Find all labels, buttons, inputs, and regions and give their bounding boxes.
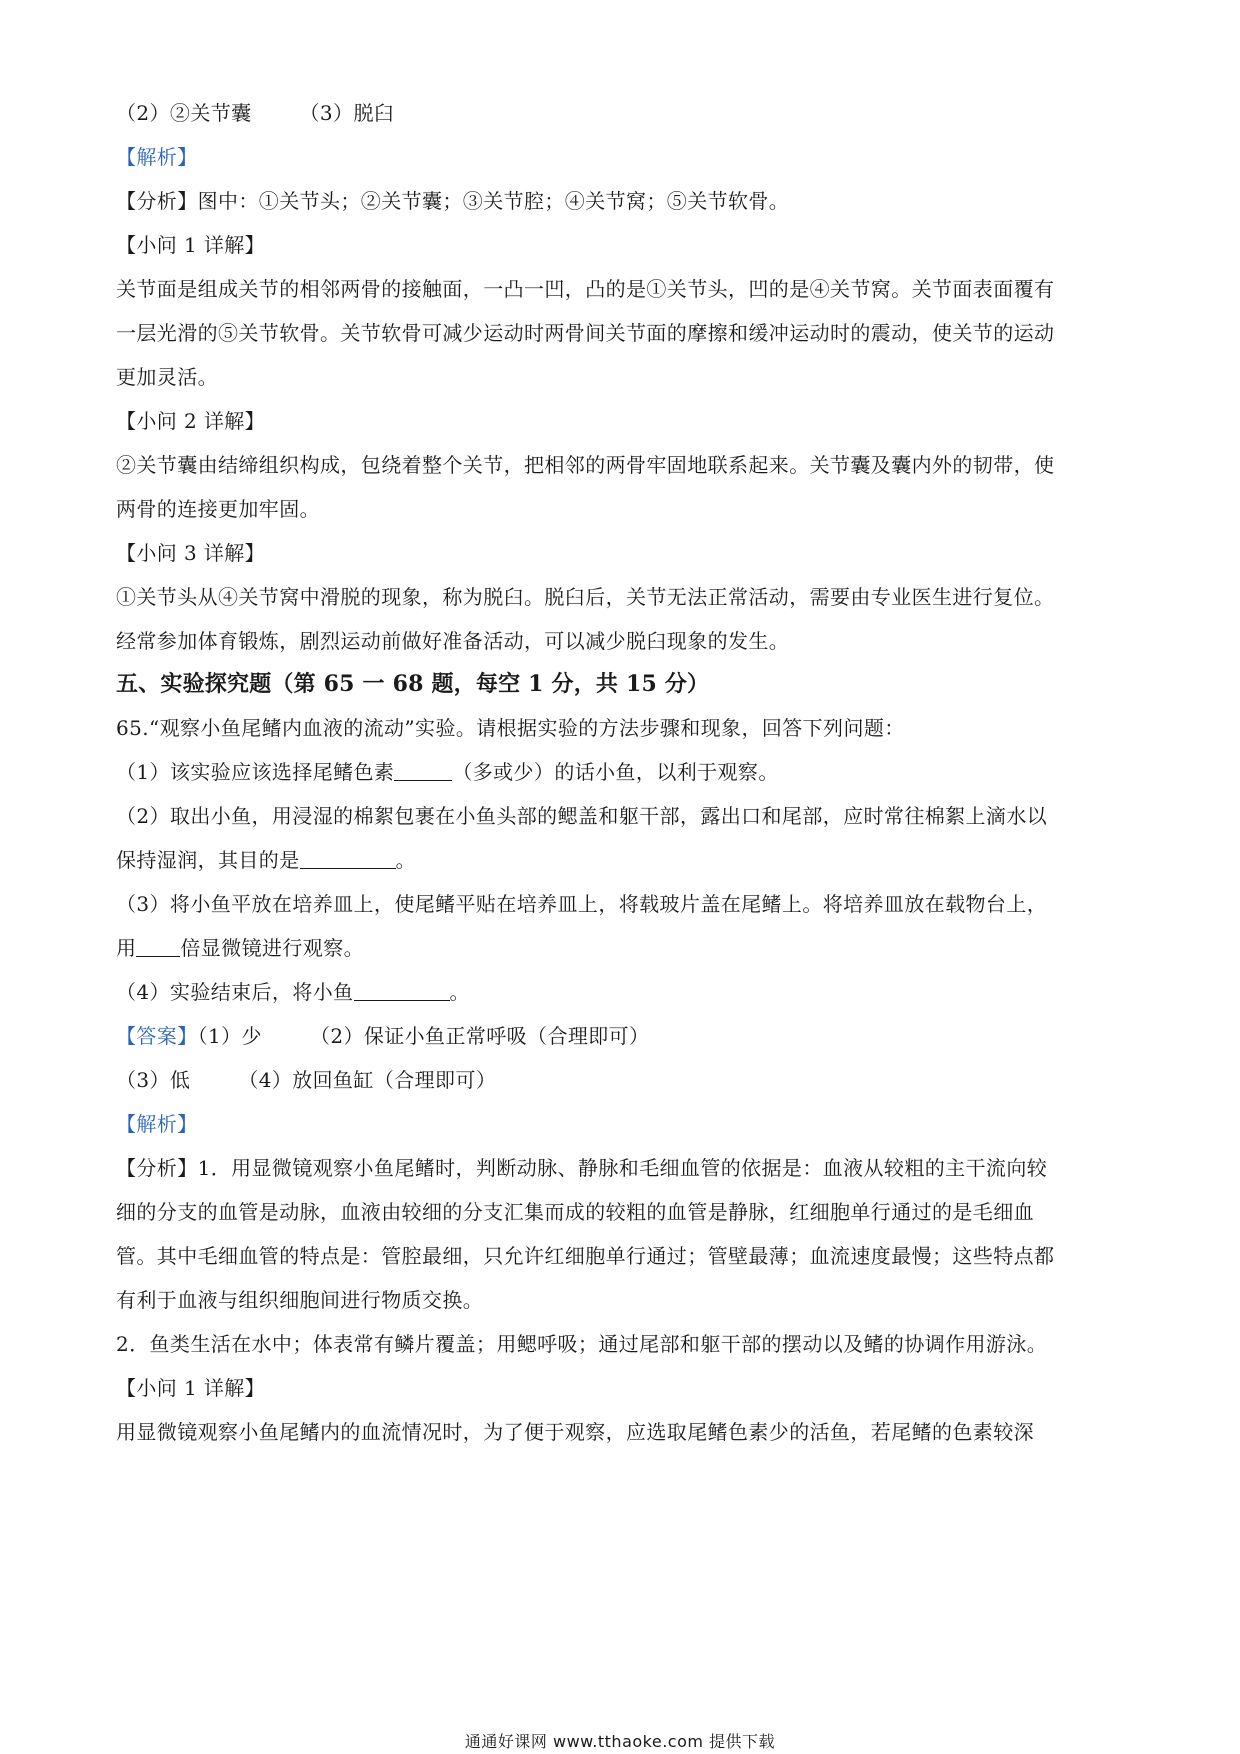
answer-blank — [136, 934, 180, 957]
paragraph-line: 细的分支的血管是动脉，血液由较细的分支汇集而成的较粗的血管是静脉，红细胞单行通过的是毛细血 — [116, 1200, 1034, 1224]
subquestion-1-title: 【小问 1 详解】 — [116, 233, 266, 257]
answer-part-1: （1）少 — [197, 1024, 262, 1048]
answer-part-2: （2）保证小鱼正常呼吸（合理即可） — [309, 1024, 650, 1048]
question-65-stem: 65.“观察小鱼尾鳍内血液的流动”实验。请根据实验的方法步骤和现象，回答下列问题： — [116, 716, 905, 740]
page-footer: 通通好课网 www.tthaoke.com 提供下载 — [464, 1732, 776, 1751]
analysis-tag: 【解析】 — [116, 1112, 198, 1136]
answer-line-3-4 — [116, 1065, 496, 1095]
answer-tag: 【答案】 — [116, 1024, 198, 1048]
answer-part-2: （2）②关节囊 — [116, 101, 252, 125]
question-text: 倍显微镜进行观察。 — [180, 936, 365, 960]
answer-part-4: （4）放回鱼缸（合理即可） — [238, 1068, 497, 1092]
analysis-tag: 【解析】 — [116, 145, 198, 169]
answer-part-3: （3）低 — [116, 1068, 191, 1092]
analysis-summary: 【分析】图中：①关节头；②关节囊；③关节腔；④关节窝；⑤关节软骨。 — [116, 189, 790, 213]
paragraph-line: 管。其中毛细血管的特点是：管腔最细，只允许红细胞单行通过；管壁最薄；血流速度最慢；这些特点都 — [116, 1244, 1055, 1268]
question-text: （1）该实验应该选择尾鳍色素 — [116, 760, 395, 784]
paragraph-line: 【分析】1．用显微镜观察小鱼尾鳍时，判断动脉、静脉和毛细血管的依据是：血液从较粗的主干流向较 — [116, 1156, 1048, 1180]
question-text: 用 — [116, 936, 137, 960]
answer-part-3: （3）脱臼 — [299, 101, 395, 125]
paragraph-line: 关节面是组成关节的相邻两骨的接触面，一凸一凹，凸的是①关节头，凹的是④关节窝。关节面表面覆有 — [116, 277, 1055, 301]
paragraph-line: 更加灵活。 — [116, 365, 218, 389]
answer-blank — [354, 978, 450, 1001]
question-text: （多或少）的话小鱼，以利于观察。 — [452, 760, 779, 784]
subquestion-2-title: 【小问 2 详解】 — [116, 409, 266, 433]
paragraph-line: ②关节囊由结缔组织构成，包绕着整个关节，把相邻的两骨牢固地联系起来。关节囊及囊内外的韧带，使 — [116, 453, 1055, 477]
paragraph-line: 用显微镜观察小鱼尾鳍内的血流情况时，为了便于观察，应选取尾鳍色素少的活鱼，若尾鳍的色素较深 — [116, 1420, 1034, 1444]
question-text: 保持湿润，其目的是 — [116, 848, 300, 872]
paragraph-line: 2．鱼类生活在水中；体表常有鳞片覆盖；用鳃呼吸；通过尾部和躯干部的摆动以及鳍的协调作用游泳。 — [116, 1332, 1048, 1356]
answer-blank — [300, 846, 396, 869]
question-65-part-4 — [116, 977, 470, 1007]
question-text: 。 — [395, 848, 417, 872]
paragraph-line: 一层光滑的⑤关节软骨。关节软骨可减少运动时两骨间关节面的摩擦和缓冲运动时的震动，使关节的运动 — [116, 321, 1055, 345]
answer-blank — [394, 758, 452, 781]
question-text: 。 — [449, 980, 470, 1004]
subquestion-1-title: 【小问 1 详解】 — [116, 1376, 266, 1400]
paragraph-line: 两骨的连接更加牢固。 — [116, 497, 320, 521]
answer-line-2-3 — [116, 98, 394, 128]
paragraph-line: 经常参加体育锻炼，剧烈运动前做好准备活动，可以减少脱臼现象的发生。 — [116, 629, 790, 653]
question-65-part-3-cont — [116, 933, 364, 963]
question-65-part-2: （2）取出小鱼，用浸湿的棉絮包裹在小鱼头部的鳃盖和躯干部，露出口和尾部，应时常往棉絮上滴水以 — [116, 804, 1048, 828]
question-65-part-3: （3）将小鱼平放在培养皿上，使尾鳍平贴在培养皿上，将载玻片盖在尾鳍上。将培养皿放在载物台上， — [116, 892, 1048, 916]
paragraph-line: ①关节头从④关节窝中滑脱的现象，称为脱臼。脱臼后，关节无法正常活动，需要由专业医生进行复位。 — [116, 585, 1055, 609]
question-65-part-1 — [116, 757, 779, 787]
question-65-part-2-cont — [116, 845, 416, 875]
paragraph-line: 有利于血液与组织细胞间进行物质交换。 — [116, 1288, 484, 1312]
question-text: （4）实验结束后，将小鱼 — [116, 980, 354, 1004]
section-heading: 五、实验探究题（第 65 一 68 题，每空 1 分，共 15 分） — [116, 671, 710, 697]
subquestion-3-title: 【小问 3 详解】 — [116, 541, 266, 565]
answer-line-1-2 — [116, 1021, 649, 1051]
